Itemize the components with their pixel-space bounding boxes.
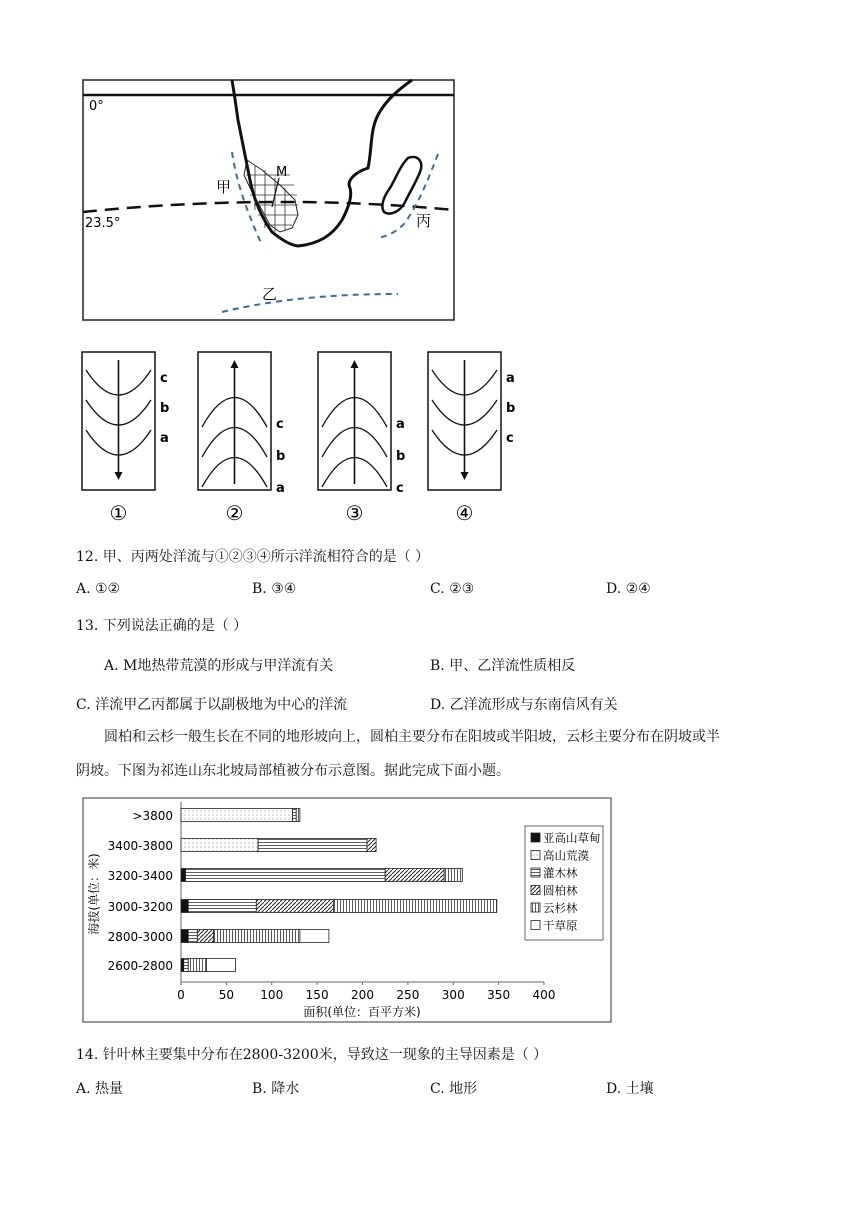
bar-segment	[186, 869, 386, 882]
bar-segment	[188, 930, 197, 943]
lat-0-label: 0°	[89, 99, 104, 114]
legend-swatch	[531, 903, 540, 912]
q13-option-d[interactable]: D. 乙洋流形成与东南信风有关	[430, 697, 618, 713]
bar-segment	[181, 900, 188, 913]
x-tick-label: 400	[532, 988, 556, 1002]
diagram-number: ③	[345, 501, 364, 525]
q13-option-c[interactable]: C. 洋流甲乙丙都属于以副极地为中心的洋流	[76, 697, 348, 713]
vegetation-bar-chart	[0, 790, 860, 1030]
x-tick-label: 350	[487, 988, 511, 1002]
desert-region-m	[244, 160, 298, 232]
q14-option-d[interactable]: D. 土壤	[606, 1081, 654, 1097]
q12-option-c[interactable]: C. ②③	[430, 581, 475, 597]
q12-stem: 12. 甲、丙两处洋流与①②③④所示洋流相符合的是（ ）	[76, 549, 430, 565]
q12-option-b[interactable]: B. ③④	[252, 581, 297, 597]
bar-segment	[181, 869, 186, 882]
bar-segment	[300, 930, 329, 943]
lat-23-label: 23.5°	[85, 216, 121, 231]
q14-stem: 14. 针叶林主要集中分布在2800-3200米，导致这一现象的主导因素是（ ）	[76, 1047, 548, 1063]
bar-segment	[385, 869, 444, 882]
isotherm-diagram-4	[428, 352, 515, 525]
m-pointer-line	[272, 178, 279, 207]
isotherm-label-c: c	[396, 481, 404, 496]
legend-label: 高山荒漠	[543, 848, 589, 863]
bar-segment	[181, 809, 293, 822]
arrow-down-icon	[115, 472, 123, 480]
africa-coastline	[232, 80, 412, 246]
legend-swatch	[531, 868, 540, 877]
label-jia: 甲	[216, 178, 232, 196]
bar-segment	[197, 930, 213, 943]
isotherm-label-a: a	[276, 481, 285, 496]
x-tick-label: 50	[218, 988, 235, 1002]
arrow-down-icon	[461, 472, 469, 480]
y-tick-label: 2600-2800	[107, 959, 173, 973]
bar-segment	[181, 959, 184, 972]
y-tick-label: 3200-3400	[107, 869, 173, 883]
bar-segment	[184, 959, 189, 972]
arrow-up-icon	[231, 360, 239, 368]
y-tick-label: >3800	[132, 809, 173, 823]
isotherm-label-b: b	[506, 401, 516, 416]
legend-swatch	[531, 833, 540, 842]
bar-segment	[181, 839, 258, 852]
bar-segment	[214, 930, 300, 943]
bar-segment	[181, 930, 188, 943]
legend-swatch	[531, 851, 540, 860]
isotherm-diagram-3	[318, 352, 405, 525]
q13-option-b[interactable]: B. 甲、乙洋流性质相反	[430, 658, 576, 674]
bar-segment	[333, 900, 496, 913]
legend-swatch	[531, 886, 540, 895]
isotherm-label-c: c	[160, 371, 168, 386]
q12-option-a[interactable]: A. ①②	[76, 581, 121, 597]
label-bing: 丙	[416, 212, 432, 230]
isotherm-label-b: b	[396, 449, 406, 464]
legend-label: 亚高山草甸	[543, 831, 601, 845]
q13-stem: 13. 下列说法正确的是（ ）	[76, 618, 248, 634]
legend-swatch	[531, 921, 540, 930]
map-frame	[83, 80, 454, 320]
legend-label: 圆柏林	[543, 883, 578, 898]
isotherm-diagram-1	[82, 352, 169, 525]
isotherm-diagrams	[0, 340, 860, 530]
x-tick-label: 100	[260, 988, 284, 1002]
bar-segment	[296, 809, 300, 822]
isotherm-label-b: b	[160, 401, 170, 416]
diagram-number: ①	[109, 501, 128, 525]
bar-segment	[206, 959, 235, 972]
x-tick-label: 250	[396, 988, 420, 1002]
arrow-up-icon	[351, 360, 359, 368]
label-yi: 乙	[262, 285, 278, 303]
bar-segment	[188, 959, 206, 972]
q12-option-d[interactable]: D. ②④	[606, 581, 651, 597]
ocean-current-map	[0, 0, 860, 330]
isotherm-label-b: b	[276, 449, 286, 464]
x-tick-label: 300	[441, 988, 465, 1002]
x-axis-title: 面积(单位：百平方米)	[303, 1005, 421, 1019]
isotherm-label-c: c	[276, 417, 284, 432]
bar-segment	[256, 900, 333, 913]
isotherm-label-a: a	[160, 431, 169, 446]
y-tick-label: 3000-3200	[107, 900, 173, 914]
x-tick-label: 150	[305, 988, 329, 1002]
y-axis-title: 海拔(单位：米)	[87, 853, 101, 935]
passage-line-2: 阴坡。下图为祁连山东北坡局部植被分布示意图。据此完成下面小题。	[76, 763, 510, 779]
x-tick-label: 0	[177, 988, 185, 1002]
bar-segment	[444, 869, 462, 882]
q14-option-b[interactable]: B. 降水	[252, 1081, 300, 1097]
x-tick-label: 200	[351, 988, 374, 1002]
bar-segment	[367, 839, 376, 852]
isotherm-label-a: a	[506, 371, 515, 386]
bar-segment	[293, 809, 297, 822]
q14-option-a[interactable]: A. 热量	[76, 1081, 124, 1097]
isotherm-label-a: a	[396, 417, 405, 432]
legend-label: 灌木林	[543, 866, 578, 880]
legend-label: 云杉林	[543, 901, 578, 915]
passage-line-1: 圆柏和云杉一般生长在不同的地形坡向上，圆柏主要分布在阳坡或半阳坡，云杉主要分布在阴坡或半	[104, 729, 720, 745]
q13-option-a[interactable]: A. M地热带荒漠的形成与甲洋流有关	[104, 658, 334, 674]
isotherm-diagram-2	[198, 352, 285, 525]
q14-option-c[interactable]: C. 地形	[430, 1081, 478, 1097]
bar-segment	[188, 900, 256, 913]
diagram-number: ②	[225, 501, 244, 525]
bar-segment	[258, 839, 367, 852]
isotherm-label-c: c	[506, 431, 514, 446]
y-tick-label: 3400-3800	[107, 839, 173, 853]
legend-label: 干草原	[543, 918, 578, 933]
y-tick-label: 2800-3000	[107, 930, 173, 944]
current-yi	[222, 294, 398, 312]
diagram-number: ④	[455, 501, 474, 525]
point-m-label: M	[276, 165, 288, 180]
